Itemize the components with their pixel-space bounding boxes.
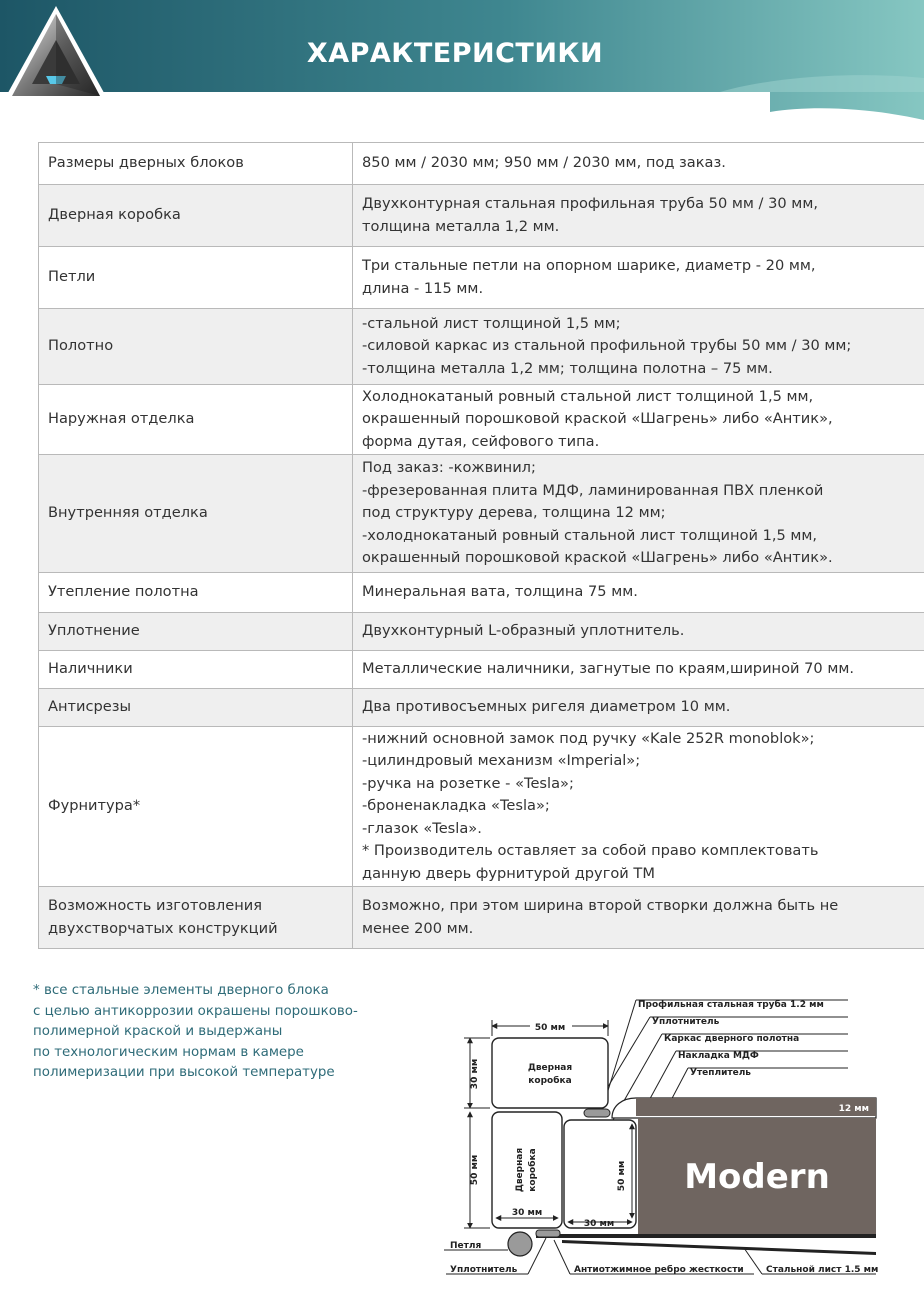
table-row <box>39 651 924 689</box>
steel-sheet <box>536 1234 876 1238</box>
table-row <box>39 573 924 613</box>
table-row <box>39 455 924 573</box>
footnote-line: полимерной краской и выдержаны <box>33 1024 283 1039</box>
label-mdf-panel: Накладка МДФ <box>678 1051 759 1061</box>
footnote-line: с целью антикоррозии окрашены порошково- <box>33 1003 358 1019</box>
dim-bottom-height: 50 мм <box>470 1154 480 1186</box>
seal-strip-top <box>584 1109 610 1117</box>
spec-value: Металлические наличники, загнутые по краям,шириной 70 мм. <box>353 651 924 689</box>
dim-panel: 12 мм <box>838 1104 869 1114</box>
spec-label: Петли <box>39 247 353 309</box>
anticorrosion-footnote <box>33 981 433 1084</box>
spec-label: Уплотнение <box>39 613 353 651</box>
dim-leaf-height: 50 мм <box>617 1160 627 1192</box>
anti-pry-rib <box>562 1240 876 1255</box>
spec-label: Антисрезы <box>39 689 353 727</box>
frame-label-side-2: коробка <box>528 1148 538 1192</box>
spec-value: Возможно, при этом ширина второй створки должна быть не менее 200 мм. <box>353 887 924 949</box>
page-title: ХАРАКТЕРИСТИКИ <box>306 38 604 69</box>
label-rib: Антиотжимное ребро жесткости <box>574 1265 744 1275</box>
footnote-line: * все стальные элементы дверного блока <box>33 983 329 998</box>
spec-value: Минеральная вата, толщина 75 мм. <box>353 573 924 613</box>
spec-label: Размеры дверных блоков <box>39 143 353 185</box>
hinge-icon <box>508 1232 532 1256</box>
frame-label-top-1: Дверная <box>527 1063 573 1073</box>
spec-value: Два противосъемных ригеля диаметром 10 мм. <box>353 689 924 727</box>
header-banner <box>0 0 924 150</box>
spec-label: Утепление полотна <box>39 573 353 613</box>
frame-profile-top <box>492 1038 608 1108</box>
dim-top-height: 30 мм <box>470 1058 480 1090</box>
label-steel-sheet: Стальной лист 1.5 мм <box>766 1265 879 1275</box>
spec-label: Возможность изготовления двухстворчатых конструкций <box>39 887 353 949</box>
table-row <box>39 689 924 727</box>
spec-label: Полотно <box>39 309 353 385</box>
specs-table <box>38 142 924 949</box>
spec-label: Дверная коробка <box>39 185 353 247</box>
label-insulation: Утеплитель <box>690 1068 751 1078</box>
door-section-diagram <box>436 990 924 1282</box>
dim-bottom-width: 30 мм <box>511 1208 543 1218</box>
frame-label-side-1: Дверная <box>515 1147 525 1193</box>
spec-value: 850 мм / 2030 мм; 950 мм / 2030 мм, под заказ. <box>353 143 924 185</box>
dim-leaf-width: 30 мм <box>583 1219 615 1229</box>
spec-value: Холоднокатаный ровный стальной лист толщиной 1,5 мм, окрашенный порошковой краской «Шагрень» либо «Антик», форма дутая, сейфового типа. <box>353 385 924 455</box>
table-row <box>39 247 924 309</box>
spec-value: Двухконтурная стальная профильная труба 50 мм / 30 мм, толщина металла 1,2 мм. <box>353 185 924 247</box>
panel-name: Modern <box>684 1157 830 1197</box>
table-row <box>39 309 924 385</box>
table-row <box>39 613 924 651</box>
table-row <box>39 887 924 949</box>
seal-strip-bottom <box>536 1230 560 1237</box>
label-seal-top: Уплотнитель <box>652 1017 720 1027</box>
label-leaf-frame: Каркас дверного полотна <box>664 1034 800 1044</box>
footnote-line: по технологическим нормам в камере <box>33 1044 304 1060</box>
label-hinge: Петля <box>450 1241 482 1251</box>
door-section-drawing <box>436 990 924 1282</box>
label-profile-pipe: Профильная стальная труба 1.2 мм <box>638 1000 824 1010</box>
table-row <box>39 727 924 887</box>
label-seal-bottom: Уплотнитель <box>450 1265 518 1275</box>
spec-label: Наружная отделка <box>39 385 353 455</box>
spec-label: Наличники <box>39 651 353 689</box>
spec-value: -стальной лист толщиной 1,5 мм; -силовой каркас из стальной профильной трубы 50 мм / 30 мм; -толщина металла 1,2 мм; толщина полотна – 75 мм. <box>353 309 924 385</box>
brand-logo-icon <box>0 0 112 110</box>
dim-top-width: 50 мм <box>534 1023 566 1033</box>
table-row <box>39 143 924 185</box>
spec-value: Двухконтурный L-образный уплотнитель. <box>353 613 924 651</box>
spec-value: Под заказ: -кожвинил; -фрезерованная плита МДФ, ламинированная ПВХ пленкой под структуру дерева, толщина 12 мм; -холоднокатаный ровный стальной лист толщиной 1,5 мм, окрашенный порошковой краской «Шагрень» либо «Антик». <box>353 455 924 573</box>
header-background <box>0 0 924 150</box>
spec-value: Три стальные петли на опорном шарике, диаметр - 20 мм, длина - 115 мм. <box>353 247 924 309</box>
spec-label: Фурнитура* <box>39 727 353 887</box>
spec-label: Внутренняя отделка <box>39 455 353 573</box>
frame-label-top-2: коробка <box>528 1076 572 1086</box>
table-row <box>39 385 924 455</box>
table-row <box>39 185 924 247</box>
footnote-line: полимеризации при высокой температуре <box>33 1065 335 1080</box>
spec-value: -нижний основной замок под ручку «Kale 252R monoblok»; -цилиндровый механизм «Imperial»; -ручка на розетке - «Tesla»; -броненакладка «Tesla»; -глазок «Tesla». * Производитель оставляет за собой право комплектовать данную дверь фурнитурой другой ТМ <box>353 727 924 887</box>
